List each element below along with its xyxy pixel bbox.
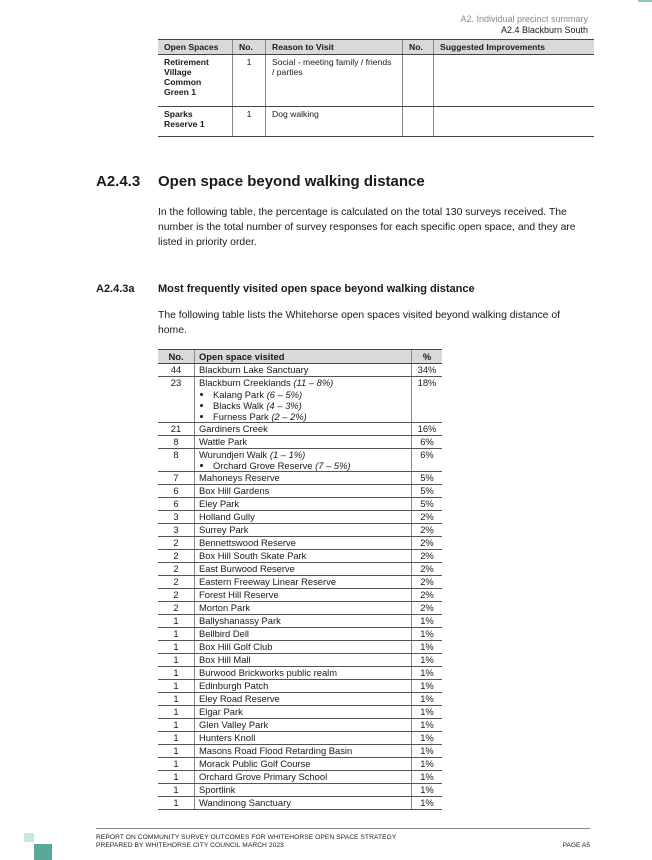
percent-value: 1% [412, 615, 443, 628]
table-row [158, 732, 442, 745]
open-space-name-cell [195, 628, 412, 641]
sub-space-list [199, 389, 407, 422]
response-count: 1 [158, 680, 195, 693]
percent-value: 2% [412, 537, 443, 550]
logo-square-dark [34, 844, 52, 860]
percent-value: 2% [412, 576, 443, 589]
visit-reason: Social - meeting family / friends / parties [266, 55, 403, 107]
response-count: 2 [158, 550, 195, 563]
improvement-count [403, 107, 434, 137]
open-space-name: East Burwood Reserve [199, 563, 295, 574]
open-space-detail: (1 – 1%) [269, 448, 306, 460]
open-space-name: Glen Valley Park [199, 719, 269, 730]
table-row [158, 771, 442, 784]
open-space-detail: (11 – 8%) [293, 377, 334, 388]
suggested-improvement [434, 55, 595, 107]
footer-report-title: REPORT ON COMMUNITY SURVEY OUTCOMES FOR WHITEHORSE OPEN SPACE STRATEGY [96, 834, 397, 841]
response-count: 3 [158, 524, 195, 537]
response-count: 1 [158, 654, 195, 667]
table-row [158, 537, 442, 550]
response-count: 1 [158, 745, 195, 758]
percent-value: 1% [412, 719, 443, 732]
table-row [158, 745, 442, 758]
percent-value: 2% [412, 511, 443, 524]
reasons-table-header [158, 40, 594, 55]
percent-value: 1% [412, 758, 443, 771]
list-item [213, 400, 407, 411]
subsection-paragraph: The following table lists the Whitehorse open spaces visited beyond walking distance of home. [158, 310, 560, 336]
col-open-spaces: Open Spaces [158, 40, 233, 55]
table-row [158, 589, 442, 602]
open-space-name: Bellbird Dell [199, 628, 250, 639]
open-space-name: Box Hill Gardens [199, 485, 270, 496]
open-space-name-cell [195, 745, 412, 758]
table-row [158, 498, 442, 511]
open-space-name-cell [195, 435, 412, 448]
list-item [213, 411, 407, 422]
percent-value: 18% [412, 377, 443, 423]
percent-value: 6% [412, 448, 443, 472]
open-space-name: Burwood Brickworks public realm [199, 667, 338, 678]
open-space-name-cell [195, 377, 412, 423]
open-space-name-cell [195, 422, 412, 435]
open-space-name: Eley Road Reserve [199, 693, 280, 704]
percent-value: 1% [412, 680, 443, 693]
percent-value: 1% [412, 745, 443, 758]
open-space-name: Elgar Park [199, 706, 243, 717]
percent-value: 1% [412, 706, 443, 719]
open-space-name-cell [195, 693, 412, 706]
open-space-name: Hunters Knoll [199, 732, 256, 743]
percent-value: 2% [412, 524, 443, 537]
open-space-name-cell [195, 641, 412, 654]
sub-space-name: Kalang Park [213, 388, 265, 400]
response-count: 3 [158, 511, 195, 524]
open-space-name: Sparks Reserve 1 [158, 107, 233, 137]
open-space-name-cell [195, 680, 412, 693]
sub-space-detail: (2 – 2%) [271, 410, 307, 422]
open-space-name: Morack Public Golf Course [199, 758, 311, 769]
table-row [158, 435, 442, 448]
col-reason: Reason to Visit [266, 40, 403, 55]
open-space-name-cell [195, 485, 412, 498]
open-space-name-cell [195, 550, 412, 563]
response-count: 2 [158, 576, 195, 589]
percent-value: 1% [412, 693, 443, 706]
table-row [158, 364, 442, 377]
table-row [158, 524, 442, 537]
response-count: 1 [158, 693, 195, 706]
col-no: No. [158, 350, 195, 364]
response-count: 44 [158, 364, 195, 377]
response-count: 23 [158, 377, 195, 423]
header-section: A2.4 Blackburn South [500, 25, 588, 35]
logo-square-light [24, 833, 34, 842]
open-space-name: Holland Gully [199, 511, 255, 522]
table-row [158, 654, 442, 667]
open-space-name-cell [195, 719, 412, 732]
open-space-name: Edinburgh Patch [199, 680, 269, 691]
percent-value: 1% [412, 667, 443, 680]
open-space-name: Ballyshanassy Park [199, 615, 281, 626]
percent-value: 5% [412, 498, 443, 511]
response-count: 2 [158, 589, 195, 602]
response-count: 1 [158, 706, 195, 719]
response-count: 2 [158, 563, 195, 576]
sub-space-name: Orchard Grove Reserve [213, 460, 313, 471]
open-space-name: Wurundjeri Walk [199, 448, 268, 460]
percent-value: 16% [412, 422, 443, 435]
response-count: 1 [158, 719, 195, 732]
open-space-name: Box Hill Golf Club [199, 641, 273, 652]
visit-count: 1 [233, 55, 266, 107]
open-space-name-cell [195, 758, 412, 771]
open-space-name: Bennettswood Reserve [199, 537, 296, 548]
percent-value: 2% [412, 602, 443, 615]
open-space-name-cell [195, 706, 412, 719]
open-space-name-cell [195, 732, 412, 745]
open-space-name: Blackburn Lake Sanctuary [199, 364, 309, 375]
open-space-name: Box Hill South Skate Park [199, 550, 307, 561]
table-row [158, 422, 442, 435]
footer-divider [96, 828, 590, 829]
list-item [213, 460, 407, 471]
table-row [158, 472, 442, 485]
open-space-name-cell [195, 524, 412, 537]
open-space-name-cell [195, 589, 412, 602]
open-space-name: Morton Park [199, 602, 251, 613]
percent-value: 1% [412, 654, 443, 667]
response-count: 7 [158, 472, 195, 485]
response-count: 8 [158, 435, 195, 448]
open-space-name-cell [195, 498, 412, 511]
table-row [158, 377, 442, 423]
table-row [158, 797, 442, 810]
percent-value: 2% [412, 563, 443, 576]
visits-table-body [158, 364, 442, 810]
sub-space-name: Furness Park [213, 410, 269, 422]
visit-count: 1 [233, 107, 266, 137]
percent-value: 5% [412, 472, 443, 485]
open-space-name: Box Hill Mall [199, 654, 251, 665]
open-space-name: Mahoneys Reserve [199, 472, 280, 483]
open-space-name-cell [195, 784, 412, 797]
table-row [158, 511, 442, 524]
percent-value: 1% [412, 641, 443, 654]
reasons-table [158, 39, 594, 137]
footer-prepared-by: PREPARED BY WHITEHORSE CITY COUNCIL MARCH 2023 [96, 842, 284, 849]
percent-value: 2% [412, 589, 443, 602]
percent-value: 6% [412, 435, 443, 448]
percent-value: 1% [412, 784, 443, 797]
table-row [158, 576, 442, 589]
section-title: Open space beyond walking distance [158, 173, 425, 190]
table-row [158, 784, 442, 797]
open-space-name-cell [195, 448, 412, 472]
visit-reason: Dog walking [266, 107, 403, 137]
open-space-name: Gardiners Creek [199, 422, 268, 434]
col-no: No. [233, 40, 266, 55]
open-space-name: Eastern Freeway Linear Reserve [199, 576, 337, 587]
suggested-improvement [434, 107, 595, 137]
open-space-name-cell [195, 472, 412, 485]
open-space-name: Forest Hill Reserve [199, 589, 279, 600]
table-row [158, 628, 442, 641]
open-space-name-cell [195, 511, 412, 524]
table-row [158, 667, 442, 680]
percent-value: 1% [412, 732, 443, 745]
open-space-name-cell [195, 667, 412, 680]
sub-space-detail: (4 – 3%) [266, 399, 302, 411]
section-paragraph: In the following table, the percentage is calculated on the total 130 surveys received. The number is the total number of survey responses for each specific open space, and they are listed in priority order. [158, 207, 576, 248]
table-row [158, 693, 442, 706]
table-row [158, 550, 442, 563]
sub-space-detail: (6 – 5%) [266, 388, 303, 400]
page-number: PAGE A5 [562, 842, 590, 849]
open-space-name: Eley Park [199, 498, 240, 509]
response-count: 1 [158, 628, 195, 641]
sub-space-name: Blacks Walk [213, 399, 264, 411]
response-count: 1 [158, 797, 195, 810]
table-row [158, 55, 594, 107]
table-row [158, 485, 442, 498]
col-open-space-visited: Open space visited [195, 350, 412, 364]
open-space-name-cell [195, 576, 412, 589]
open-space-name: Wandinong Sanctuary [199, 797, 291, 808]
percent-value: 34% [412, 364, 443, 377]
response-count: 2 [158, 602, 195, 615]
percent-value: 1% [412, 771, 443, 784]
table-row [158, 641, 442, 654]
response-count: 21 [158, 422, 195, 435]
subsection-title: Most frequently visited open space beyond walking distance [158, 283, 475, 295]
response-count: 6 [158, 485, 195, 498]
response-count: 1 [158, 758, 195, 771]
open-space-name: Sportlink [199, 784, 236, 795]
table-row [158, 107, 594, 137]
percent-value: 2% [412, 550, 443, 563]
col-no-2: No. [403, 40, 434, 55]
sub-space-list [199, 460, 407, 471]
open-space-name-cell [195, 654, 412, 667]
response-count: 1 [158, 771, 195, 784]
response-count: 1 [158, 732, 195, 745]
header-chapter: A2. Individual precinct summary [460, 14, 588, 24]
section-number: A2.4.3 [96, 173, 141, 190]
sub-space-detail: (7 – 5%) [315, 460, 351, 471]
open-space-name-cell [195, 615, 412, 628]
response-count: 1 [158, 784, 195, 797]
open-space-name: Wattle Park [199, 435, 248, 447]
list-item [213, 389, 407, 400]
percent-value: 1% [412, 628, 443, 641]
corner-accent-mark [638, 0, 652, 2]
table-row [158, 719, 442, 732]
open-space-name-cell [195, 537, 412, 550]
response-count: 8 [158, 448, 195, 472]
open-space-name-cell [195, 797, 412, 810]
col-percent: % [412, 350, 443, 364]
percent-value: 1% [412, 797, 443, 810]
col-improvements: Suggested Improvements [434, 40, 595, 55]
open-space-name-cell [195, 602, 412, 615]
open-space-visits-table [158, 349, 442, 810]
table-row [158, 448, 442, 472]
open-space-name-cell [195, 563, 412, 576]
table-row [158, 758, 442, 771]
response-count: 2 [158, 537, 195, 550]
table-row [158, 615, 442, 628]
subsection-number: A2.4.3a [96, 283, 135, 295]
percent-value: 5% [412, 485, 443, 498]
table-row [158, 706, 442, 719]
table-row [158, 563, 442, 576]
visits-table-header [158, 350, 442, 364]
table-row [158, 602, 442, 615]
response-count: 1 [158, 615, 195, 628]
improvement-count [403, 55, 434, 107]
open-space-name: Retirement Village Common Green 1 [158, 55, 233, 107]
open-space-name-cell [195, 771, 412, 784]
response-count: 6 [158, 498, 195, 511]
open-space-name: Surrey Park [199, 524, 249, 535]
open-space-name: Blackburn Creeklands [199, 377, 291, 388]
response-count: 1 [158, 667, 195, 680]
open-space-name: Orchard Grove Primary School [199, 771, 328, 782]
open-space-name: Masons Road Flood Retarding Basin [199, 745, 353, 756]
open-space-name-cell [195, 364, 412, 377]
table-row [158, 680, 442, 693]
response-count: 1 [158, 641, 195, 654]
